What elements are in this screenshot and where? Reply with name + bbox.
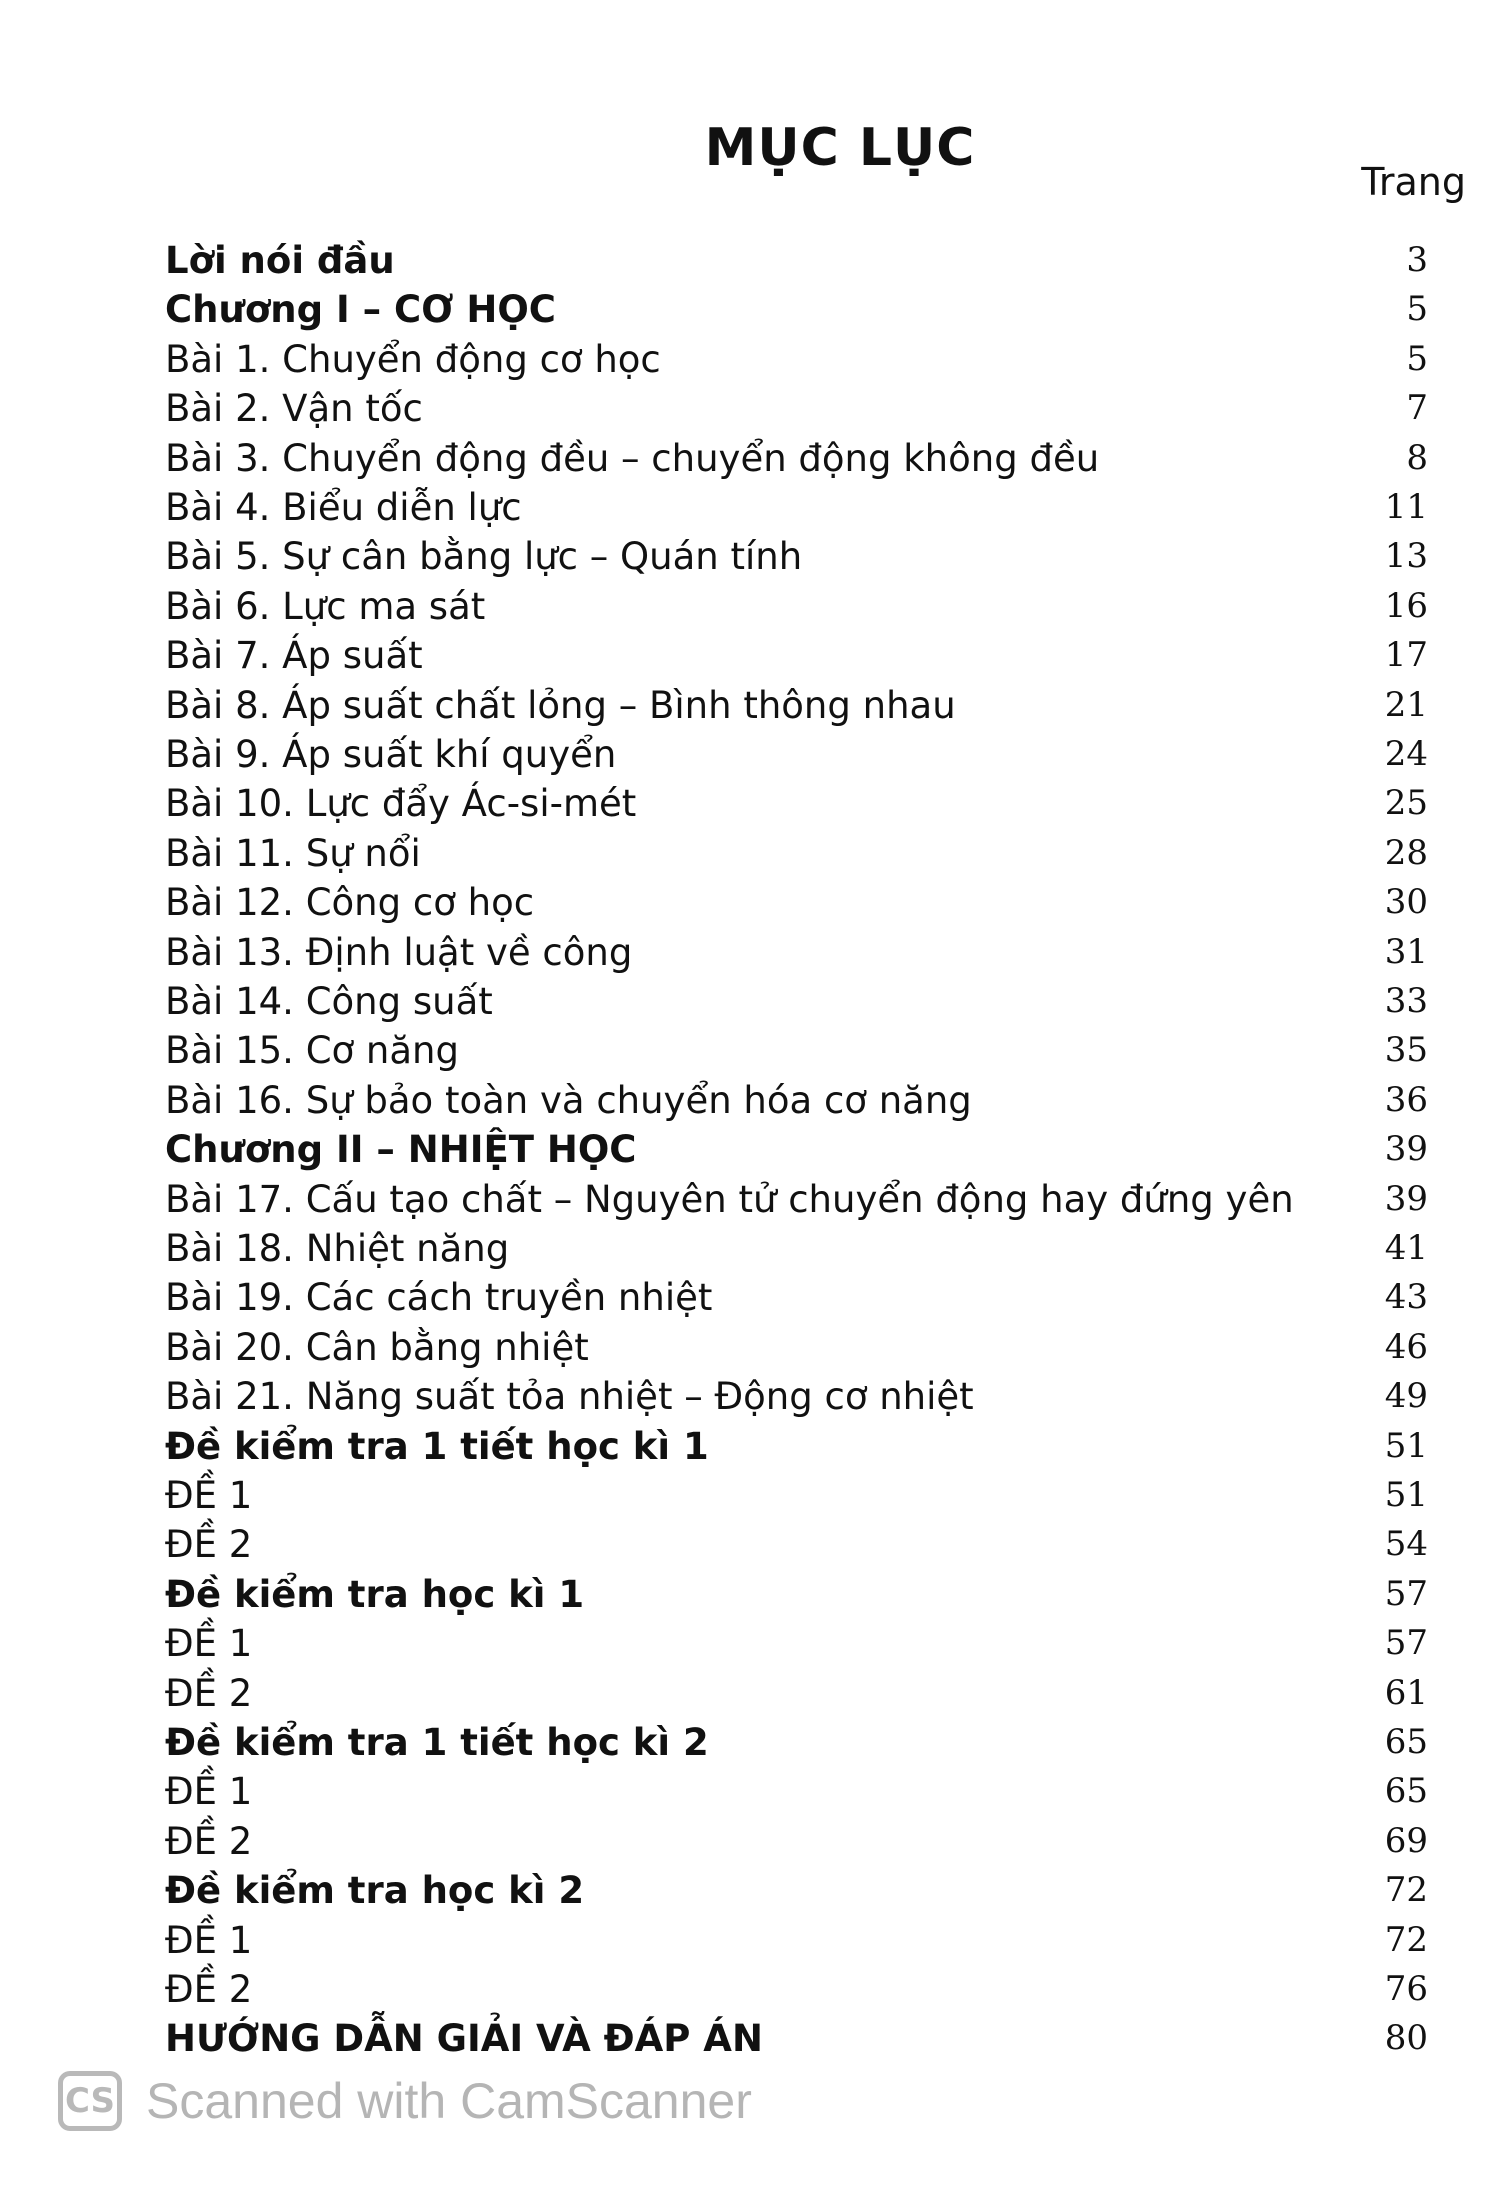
toc-entry xyxy=(0,631,1504,680)
toc-entry-label: Bài 19. Các cách truyền nhiệt xyxy=(165,1276,713,1320)
toc-entry xyxy=(0,779,1504,828)
toc-entry-page: 33 xyxy=(1384,981,1428,1021)
toc-entry-label: Bài 10. Lực đẩy Ác-si-mét xyxy=(165,782,637,826)
toc-entry-page: 72 xyxy=(1384,1919,1428,1960)
toc-entry-label: Đề kiểm tra 1 tiết học kì 1 xyxy=(165,1424,709,1468)
toc-entry-label: ĐỀ 1 xyxy=(165,1474,253,1517)
toc-entry xyxy=(0,1422,1504,1471)
toc-entry-page: 5 xyxy=(1406,289,1428,330)
toc-entry xyxy=(0,1224,1504,1273)
toc-entry xyxy=(0,1718,1504,1767)
toc-entry-page: 46 xyxy=(1384,1326,1428,1367)
toc-entry-page: 25 xyxy=(1384,783,1428,824)
toc-entry-page: 3 xyxy=(1406,240,1428,280)
toc-entry xyxy=(0,582,1504,631)
toc-entry-label: Chương I – CƠ HỌC xyxy=(165,288,556,332)
toc-entry-label: Bài 1. Chuyển động cơ học xyxy=(165,337,661,381)
toc-entry xyxy=(0,1619,1504,1668)
toc-entry-page: 61 xyxy=(1384,1672,1428,1713)
toc-entry-label: Bài 17. Cấu tạo chất – Nguyên tử chuyển động hay đứng yên xyxy=(165,1177,1294,1221)
watermark-text: Scanned with CamScanner xyxy=(146,2073,752,2129)
toc-entry-page: 8 xyxy=(1406,437,1428,478)
toc-entry-label: Bài 11. Sự nổi xyxy=(165,831,421,875)
toc-entry xyxy=(0,1520,1504,1569)
toc-entry-page: 30 xyxy=(1384,882,1428,923)
toc-entry-label: Chương II – NHIỆT HỌC xyxy=(165,1128,637,1172)
toc-entry-page: 57 xyxy=(1384,1623,1428,1664)
toc-entry xyxy=(0,1125,1504,1174)
toc-entry-label: Bài 9. Áp suất khí quyển xyxy=(165,733,617,776)
toc-entry xyxy=(0,1471,1504,1520)
toc-entry xyxy=(0,1026,1504,1075)
toc-entry xyxy=(0,532,1504,581)
toc-entry-page: 24 xyxy=(1384,734,1428,774)
toc-entry-page: 41 xyxy=(1384,1228,1428,1268)
toc-entry-label: Bài 8. Áp suất chất lỏng – Bình thông nhau xyxy=(165,683,956,727)
toc-entry-label: ĐỀ 1 xyxy=(165,1770,253,1814)
toc-entry xyxy=(0,1965,1504,2014)
toc-entry-page: 69 xyxy=(1384,1820,1428,1861)
toc-entry xyxy=(0,1669,1504,1718)
toc-entry-label: ĐỀ 2 xyxy=(165,1819,253,1863)
toc-entry xyxy=(0,1175,1504,1224)
toc-entry-label: Bài 16. Sự bảo toàn và chuyển hóa cơ năng xyxy=(165,1078,972,1122)
toc-entry xyxy=(0,1273,1504,1322)
toc-entry-page: 7 xyxy=(1406,388,1428,429)
toc-entry-label: Đề kiểm tra 1 tiết học kì 2 xyxy=(165,1721,709,1764)
toc-entry-label: Bài 18. Nhiệt năng xyxy=(165,1227,510,1270)
toc-entry-label: Bài 5. Sự cân bằng lực – Quán tính xyxy=(165,535,803,579)
toc-entry-page: 21 xyxy=(1384,684,1428,725)
camscanner-logo-icon: CS xyxy=(58,2071,122,2131)
page-column-label: Trang xyxy=(1361,160,1466,204)
toc-entry xyxy=(0,1767,1504,1816)
toc-entry-page: 72 xyxy=(1384,1870,1428,1911)
toc-entry-page: 54 xyxy=(1384,1524,1428,1565)
toc-entry xyxy=(0,1866,1504,1915)
toc-entry xyxy=(0,236,1504,285)
toc-entry-page: 28 xyxy=(1384,832,1428,873)
toc-entry-label: Bài 6. Lực ma sát xyxy=(165,584,486,628)
toc-entry-page: 49 xyxy=(1384,1376,1428,1417)
toc-entry-page: 57 xyxy=(1384,1573,1428,1614)
toc-entry-label: Bài 13. Định luật về công xyxy=(165,930,633,974)
toc-entry-label: Bài 4. Biểu diễn lực xyxy=(165,486,522,529)
toc-entry-label: Lời nói đầu xyxy=(165,239,395,282)
toc-entry xyxy=(0,1916,1504,1965)
toc-entry-page: 80 xyxy=(1384,2018,1428,2059)
toc-entry-page: 16 xyxy=(1384,585,1428,626)
toc-entry xyxy=(0,730,1504,779)
toc-entry xyxy=(0,384,1504,433)
toc-entry xyxy=(0,928,1504,977)
toc-entry xyxy=(0,829,1504,878)
toc-entry-page: 76 xyxy=(1384,1969,1428,2009)
toc-entry-page: 13 xyxy=(1384,536,1428,577)
toc-entry xyxy=(0,2014,1504,2063)
toc-entry xyxy=(0,1817,1504,1866)
toc-entry-label: Bài 2. Vận tốc xyxy=(165,387,423,431)
toc-entry-label: Bài 21. Năng suất tỏa nhiệt – Động cơ nhiệt xyxy=(165,1375,974,1419)
toc-entry-label: Bài 7. Áp suất xyxy=(165,634,423,678)
toc-entry-page: 36 xyxy=(1384,1079,1428,1120)
toc-entry-page: 5 xyxy=(1406,338,1428,379)
toc-entry xyxy=(0,1323,1504,1372)
toc-entry-page: 31 xyxy=(1384,931,1428,972)
page-title: MỤC LỤC xyxy=(704,118,976,178)
toc-entry-label: Bài 14. Công suất xyxy=(165,980,493,1023)
toc-entry-label: Đề kiểm tra học kì 2 xyxy=(165,1869,585,1913)
toc-entry xyxy=(0,878,1504,927)
toc-entry xyxy=(0,1570,1504,1619)
toc-entry-page: 39 xyxy=(1384,1178,1428,1219)
toc-entry xyxy=(0,483,1504,532)
toc-entry-page: 65 xyxy=(1384,1722,1428,1762)
toc-entry xyxy=(0,1076,1504,1125)
toc-entry-page: 11 xyxy=(1384,487,1428,527)
toc-entry xyxy=(0,335,1504,384)
toc-entry xyxy=(0,1372,1504,1421)
toc-entry-page: 17 xyxy=(1384,635,1428,676)
toc-entry-page: 35 xyxy=(1384,1030,1428,1071)
toc-entry-label: Bài 15. Cơ năng xyxy=(165,1029,459,1073)
toc-entry-page: 65 xyxy=(1384,1771,1428,1812)
toc-entry xyxy=(0,434,1504,483)
toc-entry-label: Bài 12. Công cơ học xyxy=(165,881,535,925)
toc-entry-label: Bài 20. Cân bằng nhiệt xyxy=(165,1325,589,1369)
toc-entry-label: Đề kiểm tra học kì 1 xyxy=(165,1572,585,1616)
toc-entry-label: ĐỀ 1 xyxy=(165,1622,253,1666)
toc-entry-page: 43 xyxy=(1384,1277,1428,1318)
toc-entry xyxy=(0,285,1504,334)
toc-entry-page: 51 xyxy=(1384,1475,1428,1515)
toc-entry-label: Bài 3. Chuyển động đều – chuyển động không đều xyxy=(165,436,1100,480)
toc-entry xyxy=(0,681,1504,730)
toc-entry-page: 39 xyxy=(1384,1129,1428,1170)
toc-entry-page: 51 xyxy=(1384,1425,1428,1466)
camscanner-watermark xyxy=(58,2068,752,2134)
toc-entry-label: ĐỀ 1 xyxy=(165,1918,253,1962)
toc-entry-label: ĐỀ 2 xyxy=(165,1968,253,2011)
toc-entry-label: ĐỀ 2 xyxy=(165,1523,253,1567)
toc-entry-label: HƯỚNG DẪN GIẢI VÀ ĐÁP ÁN xyxy=(165,2017,763,2061)
toc-entry-label: ĐỀ 2 xyxy=(165,1671,253,1715)
toc-entry xyxy=(0,977,1504,1026)
